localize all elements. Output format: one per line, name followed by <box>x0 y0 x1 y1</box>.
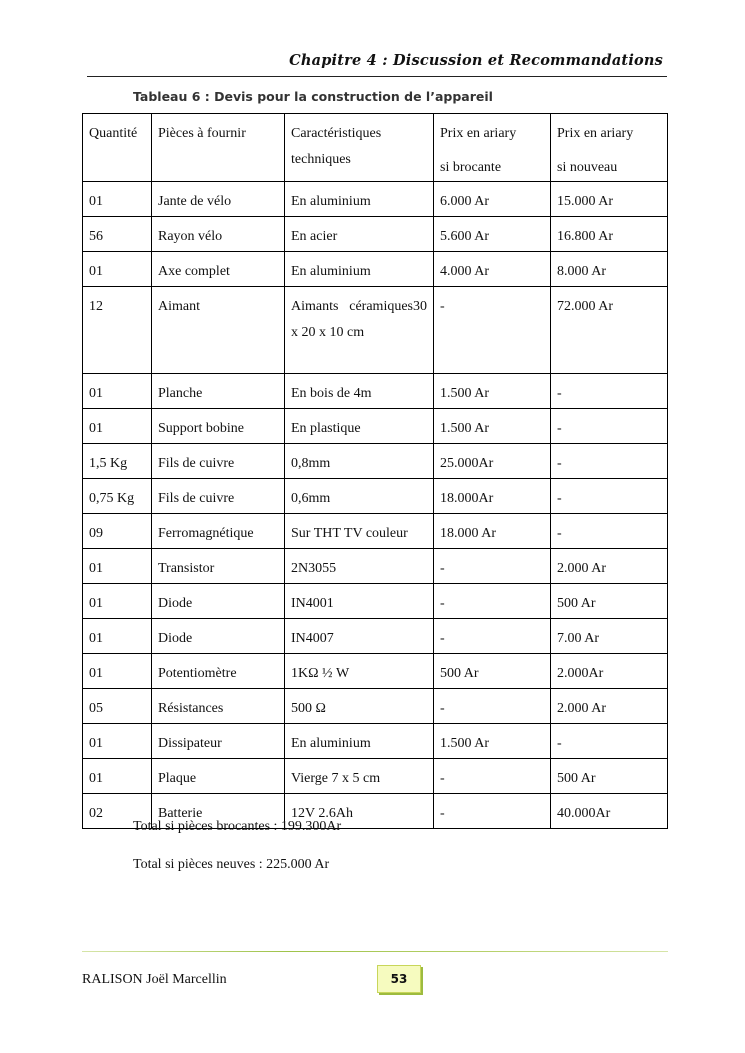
cell-price-used: - <box>434 689 551 724</box>
cell-part: Batterie <box>152 794 285 829</box>
cell-part: Fils de cuivre <box>152 444 285 479</box>
cell-quantity: 02 <box>83 794 152 829</box>
chapter-header: Chapitre 4 : Discussion et Recommandations <box>289 52 663 69</box>
cell-quantity: 01 <box>83 182 152 217</box>
cell-price-new: 72.000 Ar <box>551 287 668 374</box>
table-row <box>83 759 668 794</box>
cell-price-new: 8.000 Ar <box>551 252 668 287</box>
cell-specs: Vierge 7 x 5 cm <box>285 759 434 794</box>
cell-price-used: 1.500 Ar <box>434 374 551 409</box>
cell-quantity: 01 <box>83 619 152 654</box>
header-cell-quantity: Quantité <box>83 114 152 182</box>
total-used-parts: Total si pièces brocantes : 199.300Ar <box>133 819 342 834</box>
cell-quantity: 05 <box>83 689 152 724</box>
cell-price-new: 2.000Ar <box>551 654 668 689</box>
table-row <box>83 654 668 689</box>
cell-specs: En aluminium <box>285 182 434 217</box>
table-row <box>83 217 668 252</box>
cell-specs: En plastique <box>285 409 434 444</box>
cell-part: Dissipateur <box>152 724 285 759</box>
table-row <box>83 444 668 479</box>
cell-specs: En bois de 4m <box>285 374 434 409</box>
cell-specs: En aluminium <box>285 724 434 759</box>
cell-part: Jante de vélo <box>152 182 285 217</box>
cell-part: Aimant <box>152 287 285 374</box>
cell-part: Transistor <box>152 549 285 584</box>
cell-specs: En acier <box>285 217 434 252</box>
cell-specs: 0,8mm <box>285 444 434 479</box>
cell-quantity: 01 <box>83 654 152 689</box>
table-row <box>83 479 668 514</box>
cell-quantity: 01 <box>83 724 152 759</box>
cell-part: Résistances <box>152 689 285 724</box>
table-row <box>83 182 668 217</box>
cell-quantity: 01 <box>83 374 152 409</box>
cell-price-used: 4.000 Ar <box>434 252 551 287</box>
table-row <box>83 287 668 374</box>
cell-price-used: 18.000Ar <box>434 479 551 514</box>
cell-price-new: 2.000 Ar <box>551 689 668 724</box>
cell-price-new: - <box>551 724 668 759</box>
cell-part: Plaque <box>152 759 285 794</box>
total-new-parts: Total si pièces neuves : 225.000 Ar <box>133 857 330 872</box>
cell-price-used: - <box>434 759 551 794</box>
cell-price-new: - <box>551 444 668 479</box>
header-rule <box>87 76 667 77</box>
cell-quantity: 01 <box>83 549 152 584</box>
cell-price-new: 15.000 Ar <box>551 182 668 217</box>
cell-specs: 1KΩ ½ W <box>285 654 434 689</box>
cell-price-used: - <box>434 287 551 374</box>
table-header-row <box>83 114 668 182</box>
cell-price-new: 40.000Ar <box>551 794 668 829</box>
table-row <box>83 689 668 724</box>
cell-specs: Aimants céramiques30 x 20 x 10 cm <box>285 287 434 374</box>
cell-price-new: - <box>551 479 668 514</box>
cell-specs: 0,6mm <box>285 479 434 514</box>
table-caption: Tableau 6 : Devis pour la construction de l’appareil <box>133 89 493 104</box>
cell-price-new: 2.000 Ar <box>551 549 668 584</box>
cell-price-used: - <box>434 619 551 654</box>
cell-specs: Sur THT TV couleur <box>285 514 434 549</box>
cell-quantity: 09 <box>83 514 152 549</box>
cell-price-new: 500 Ar <box>551 584 668 619</box>
cell-quantity: 56 <box>83 217 152 252</box>
cell-quantity: 01 <box>83 252 152 287</box>
cell-part: Diode <box>152 619 285 654</box>
cell-quantity: 0,75 Kg <box>83 479 152 514</box>
page-number: 53 <box>377 965 421 993</box>
header-cell-specs: Caractéristiques techniques <box>285 114 434 182</box>
cell-price-used: 18.000 Ar <box>434 514 551 549</box>
cell-specs: 2N3055 <box>285 549 434 584</box>
table-row <box>83 252 668 287</box>
cell-quantity: 1,5 Kg <box>83 444 152 479</box>
cell-price-used: 5.600 Ar <box>434 217 551 252</box>
cell-quantity: 01 <box>83 584 152 619</box>
cell-price-used: - <box>434 794 551 829</box>
table-row <box>83 549 668 584</box>
table-row <box>83 374 668 409</box>
cell-specs: 12V 2.6Ah <box>285 794 434 829</box>
cell-specs: En aluminium <box>285 252 434 287</box>
cell-quantity: 01 <box>83 759 152 794</box>
cell-price-used: 6.000 Ar <box>434 182 551 217</box>
cell-specs: 500 Ω <box>285 689 434 724</box>
cell-price-new: - <box>551 409 668 444</box>
cell-price-used: - <box>434 549 551 584</box>
cell-price-used: 25.000Ar <box>434 444 551 479</box>
cell-price-new: - <box>551 374 668 409</box>
cell-part: Diode <box>152 584 285 619</box>
table-row <box>83 514 668 549</box>
cell-price-used: 1.500 Ar <box>434 409 551 444</box>
author-name: RALISON Joël Marcellin <box>82 972 227 987</box>
cell-specs: IN4001 <box>285 584 434 619</box>
cell-part: Fils de cuivre <box>152 479 285 514</box>
table-row <box>83 409 668 444</box>
cell-price-used: - <box>434 584 551 619</box>
cell-price-used: 1.500 Ar <box>434 724 551 759</box>
header-cell-parts: Pièces à fournir <box>152 114 285 182</box>
cell-part: Planche <box>152 374 285 409</box>
cell-quantity: 01 <box>83 409 152 444</box>
cell-price-new: 16.800 Ar <box>551 217 668 252</box>
quote-table <box>82 113 668 829</box>
cell-part: Potentiomètre <box>152 654 285 689</box>
table-row <box>83 619 668 654</box>
cell-quantity: 12 <box>83 287 152 374</box>
header-cell-price-new: Prix en ariary si nouveau <box>551 114 668 182</box>
cell-part: Support bobine <box>152 409 285 444</box>
cell-price-new: 7.00 Ar <box>551 619 668 654</box>
header-cell-price-used: Prix en ariary si brocante <box>434 114 551 182</box>
cell-part: Rayon vélo <box>152 217 285 252</box>
cell-price-new: - <box>551 514 668 549</box>
cell-specs: IN4007 <box>285 619 434 654</box>
footer-rule <box>82 951 668 952</box>
cell-part: Axe complet <box>152 252 285 287</box>
cell-part: Ferromagnétique <box>152 514 285 549</box>
table-row <box>83 584 668 619</box>
cell-price-new: 500 Ar <box>551 759 668 794</box>
cell-price-used: 500 Ar <box>434 654 551 689</box>
table-row <box>83 724 668 759</box>
